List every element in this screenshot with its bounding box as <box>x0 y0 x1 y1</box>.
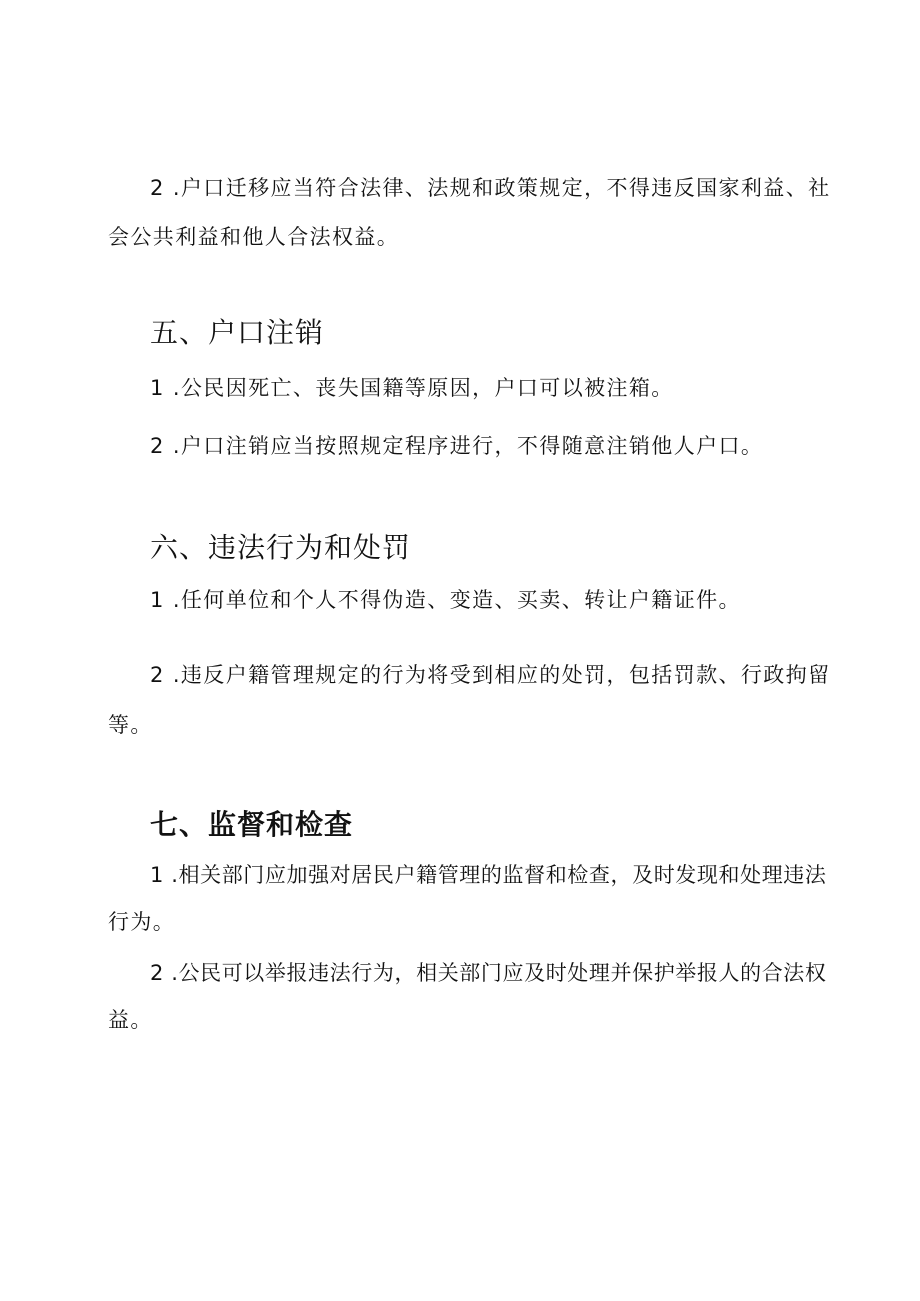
paragraph-line: 2 .户口注销应当按照规定程序进行，不得随意注销他人户口。 <box>150 434 764 458</box>
paragraph-line: 行为。 <box>108 910 176 934</box>
paragraph-line: 2 .违反户籍管理规定的行为将受到相应的处罚，包括罚款、行政拘留 <box>150 663 831 687</box>
section-heading: 七、监督和检查 <box>150 808 354 841</box>
paragraph-line: 会公共利益和他人合法权益。 <box>108 225 400 249</box>
paragraph-line: 1 .任何单位和个人不得伪造、变造、买卖、转让户籍证件。 <box>150 588 741 612</box>
paragraph-line: 等。 <box>108 713 153 737</box>
paragraph-line: 益。 <box>108 1008 153 1032</box>
paragraph-line: 2 .公民可以举报违法行为，相关部门应及时处理并保护举报人的合法权 <box>150 961 827 985</box>
section-heading: 六、违法行为和处罚 <box>150 531 412 564</box>
paragraph-line: 1 .公民因死亡、丧失国籍等原因，户口可以被注箱。 <box>150 376 674 400</box>
paragraph-line: 1 .相关部门应加强对居民户籍管理的监督和检查，及时发现和处理违法 <box>150 863 827 887</box>
section-heading: 五、户口注销 <box>150 316 325 349</box>
paragraph-line: 2 .户口迁移应当符合法律、法规和政策规定，不得违反国家利益、社 <box>150 176 831 200</box>
